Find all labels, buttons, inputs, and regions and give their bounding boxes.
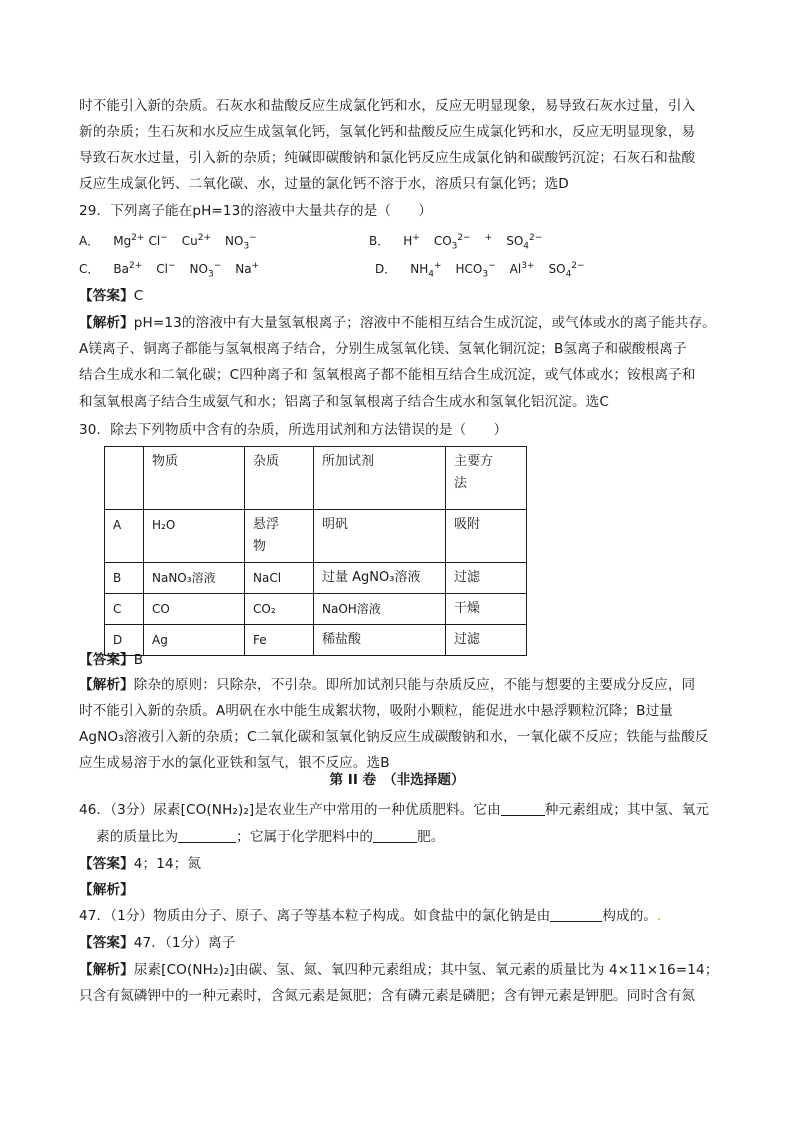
ion: Cl− (156, 261, 176, 276)
q46-stem-text: 肥。 (417, 829, 445, 845)
q29-option-d (375, 259, 599, 279)
row-substance: Ag (144, 625, 245, 656)
ion: $Al^{3+}$ (509, 261, 535, 276)
answer-value: 47．（1分）离子 (133, 935, 236, 951)
q30-stem: 30．除去下列物质中含有的杂质，所选用试剂和方法错误的是（ ） (79, 422, 508, 438)
analysis-text: pH=13的溶液中有大量氢氧根离子；溶液中不能相互结合生成沉淀，或气体或水的离子能共存。 (133, 315, 716, 331)
row-option: C (105, 594, 144, 625)
q30-analysis-1 (79, 675, 719, 695)
row-reagent: 明矾 (314, 510, 446, 563)
q46-analysis (79, 880, 719, 900)
q30-table (104, 446, 527, 656)
ion: $CO_3^{2-}$ (433, 233, 471, 252)
row-method: 过滤 (446, 563, 527, 594)
q29-analysis-1 (79, 313, 719, 333)
q29-option-b (369, 231, 556, 251)
row-reagent: 稀盐酸 (314, 625, 446, 656)
row-reagent: 过量 AgNO₃溶液 (314, 563, 446, 594)
ion: $Ba^{2+}$ (113, 261, 143, 276)
ion: $NO_3^-$ (189, 261, 222, 280)
table-header-substance: 物质 (144, 447, 245, 510)
analysis-label: 【解析】 (79, 882, 134, 898)
row-option: B (105, 563, 144, 594)
table-header-reagent: 所加试剂 (314, 447, 446, 510)
q47-stem (79, 906, 719, 926)
answer-label: 【答案】 (79, 935, 134, 951)
q29-option-c-label: C． (79, 262, 100, 276)
answer-blank (501, 801, 545, 816)
intro-line-4: 反应生成氯化钙、二氧化碳、水，过量的氯化钙不溶于水，溶质只有氯化钙；选D (79, 176, 569, 192)
row-substance: H₂O (144, 510, 245, 563)
table-header-row (105, 447, 527, 510)
intro-line-1: 时不能引入新的杂质。石灰水和盐酸反应生成氯化钙和水，反应无明显现象，易导致石灰水过量，引入 (79, 98, 696, 114)
q47-answer (79, 933, 719, 953)
answer-value: 4；14；氮 (133, 856, 202, 872)
row-impurity: 悬浮 物 (245, 510, 314, 563)
analysis-text: 除杂的原则：只除杂，不引杂。即所加试剂只能与杂质反应，不能与想要的主要成分反应，同 (133, 677, 696, 693)
q47-analysis-2: 只含有氮磷钾中的一种元素时，含氮元素是氮肥；含有磷元素是磷肥；含有钾元素是钾肥。同时含有氮 (79, 988, 696, 1004)
q47-stem-text: 47．（1分）物质由分子、原子、离子等基本粒子构成。如食盐中的氯化钠是由 (79, 908, 551, 924)
ion: H+ (403, 233, 420, 248)
row-method: 过滤 (446, 625, 527, 656)
answer-label: 【答案】 (79, 856, 134, 872)
q47-stem-text: 构成的。 (602, 908, 658, 924)
q29-option-d-label: D． (375, 262, 397, 276)
q46-stem-text: 种元素组成；其中氢、氧元 (544, 802, 710, 818)
stray-dot: . (657, 908, 662, 924)
table-cell (105, 447, 144, 510)
intro-line-3: 导致石灰水过量，引入新的杂质；纯碱即碳酸钠和氯化钙反应生成氯化钠和碳酸钙沉淀；石灰石和盐酸 (79, 150, 696, 166)
answer-blank (178, 828, 236, 843)
ion: $Mg^{2+}$ (113, 233, 145, 248)
q47-analysis-1 (79, 960, 719, 980)
ion: Na+ (235, 261, 260, 276)
q46-stem-line-2 (96, 827, 736, 847)
row-method: 干燥 (446, 594, 527, 625)
ion: + (484, 233, 493, 243)
section-title: 第 II 卷 （非选择题） (329, 772, 465, 788)
q29-option-a-label: A． (79, 234, 100, 248)
q30-analysis-2: 时不能引入新的杂质。A明矾在水中能生成絮状物，吸附小颗粒，能促进水中悬浮颗粒沉降；B过量 (79, 703, 673, 719)
q29-analysis-2: A镁离子、铜离子都能与氢氧根离子结合，分别生成氢氧化镁、氢氧化铜沉淀；B氢离子和碳酸根离子 (79, 341, 687, 357)
table-header-method: 主要方 法 (446, 447, 527, 510)
analysis-text: 尿素[CO(NH₂)₂]由碳、氢、氮、氧四种元素组成；其中氢、氧元素的质量比为 4×11×16=14； (133, 962, 719, 978)
row-impurity: CO₂ (245, 594, 314, 625)
q29-option-c (79, 259, 273, 279)
ion: $Cu^{2+}$ (181, 233, 212, 248)
ion: $SO_4^{2-}$ (506, 233, 543, 252)
q46-stem-line-1 (79, 800, 719, 820)
q29-analysis-3: 结合生成水和二氧化碳；C四种离子和 氢氧根离子都不能相互结合生成沉淀，或气体或水；铵根离子和 (79, 367, 696, 383)
q30-answer (79, 650, 719, 670)
ion: $NO_3^-$ (225, 233, 257, 252)
analysis-label: 【解析】 (79, 677, 134, 693)
analysis-label: 【解析】 (79, 315, 134, 331)
ion: $HCO_3^-$ (455, 261, 496, 280)
table-row (105, 594, 527, 625)
q46-answer (79, 854, 719, 874)
answer-blank (550, 907, 602, 922)
row-reagent: NaOH溶液 (314, 594, 446, 625)
q30-analysis-4: 应生成易溶于水的氯化亚铁和氢气，银不反应。选B (79, 755, 390, 771)
table-row (105, 563, 527, 594)
intro-line-2: 新的杂质；生石灰和水反应生成氢氧化钙，氢氧化钙和盐酸反应生成氯化钙和水，反应无明显现象，易 (79, 124, 696, 140)
q46-stem-text: 素的质量比为 (96, 829, 179, 845)
answer-value: B (133, 652, 144, 668)
row-substance: CO (144, 594, 245, 625)
q29-option-b-label: B． (369, 234, 390, 248)
answer-label: 【答案】 (79, 288, 134, 304)
q29-option-a (79, 231, 271, 251)
ion: Cl− (148, 233, 168, 248)
answer-value: C (133, 288, 144, 304)
table-row (105, 510, 527, 563)
ion: $SO_4^{2-}$ (548, 261, 585, 280)
answer-label: 【答案】 (79, 652, 134, 668)
row-impurity: NaCl (245, 563, 314, 594)
q46-stem-text: ；它属于化学肥料中的 (236, 829, 374, 845)
q29-stem: 29．下列离子能在pH=13的溶液中大量共存的是（ ） (79, 203, 433, 219)
row-option: D (105, 625, 144, 656)
row-substance: NaNO₃溶液 (144, 563, 245, 594)
q46-stem-text: 46．（3分）尿素[CO(NH₂)₂]是农业生产中常用的一种优质肥料。它由 (79, 802, 501, 818)
row-option: A (105, 510, 144, 563)
ion: $NH_4^+$ (410, 261, 442, 280)
row-method: 吸附 (446, 510, 527, 563)
analysis-label: 【解析】 (79, 962, 134, 978)
q29-answer (79, 286, 719, 306)
answer-blank (373, 828, 417, 843)
row-impurity: Fe (245, 625, 314, 656)
q30-analysis-3: AgNO₃溶液引入新的杂质；C二氧化碳和氢氧化钠反应生成碳酸钠和水，一氧化碳不反应；铁能与盐酸反 (79, 729, 709, 745)
table-header-impurity: 杂质 (245, 447, 314, 510)
q29-analysis-4: 和氢氧根离子结合生成氨气和水；铝离子和氢氧根离子结合生成水和氢氧化铝沉淀。选C (79, 394, 609, 410)
